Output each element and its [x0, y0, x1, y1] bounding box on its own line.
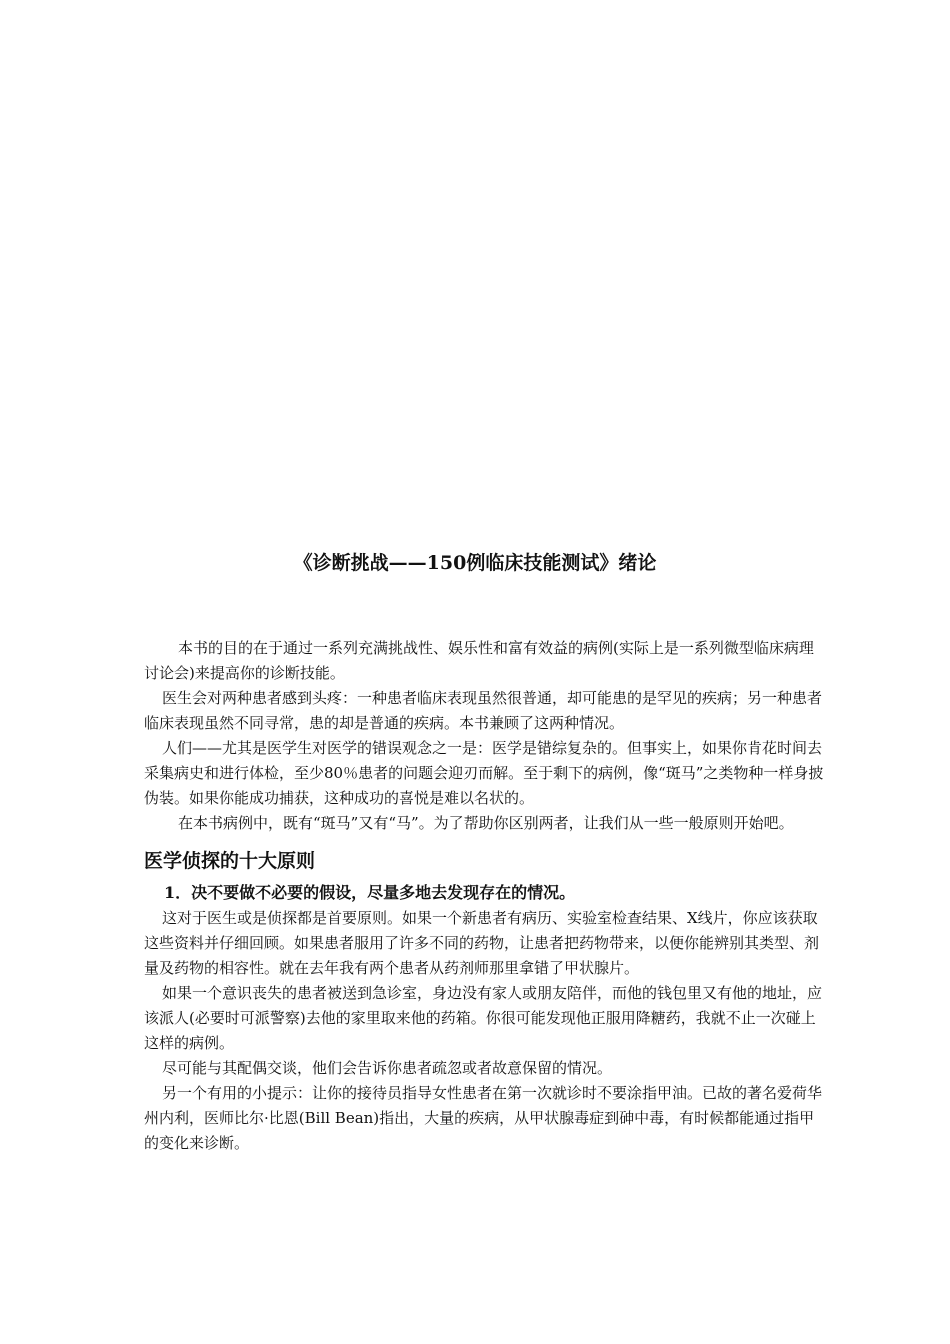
rule-1-paragraph-4: 另一个有用的小提示：让你的接待员指导女性患者在第一次就诊时不要涂指甲油。已故的著名爱荷华州内利，医师比尔·比恩(Bill Bean)指出，大量的疾病，从甲状腺毒症到砷中毒，有时候都能通过指甲的变化来诊断。: [144, 1084, 823, 1152]
document-title: 《诊断挑战——150例临床技能测试》绪论: [293, 552, 657, 574]
section-heading: 医学侦探的十大原则: [144, 850, 316, 872]
intro-paragraph-1: 本书的目的在于通过一系列充满挑战性、娱乐性和富有效益的病例(实际上是一系列微型临床病理讨论会)来提高你的诊断技能。: [144, 639, 814, 682]
intro-paragraph-3: 人们——尤其是医学生对医学的错误观念之一是：医学是错综复杂的。但事实上，如果你肯花时间去采集病史和进行体检，至少80％患者的问题会迎刃而解。至于剩下的病例，像“斑马”之类物种一样身披伪装。如果你能成功捕获，这种成功的喜悦是难以名状的。: [144, 739, 824, 807]
rule-1-heading: 1．决不要做不必要的假设，尽量多地去发现存在的情况。: [164, 883, 576, 902]
rule-1-paragraph-3: 尽可能与其配偶交谈，他们会告诉你患者疏忽或者故意保留的情况。: [162, 1059, 613, 1077]
document-body: [144, 636, 824, 1156]
intro-paragraph-4: 在本书病例中，既有“斑马”又有“马”。为了帮助你区别两者，让我们从一些一般原则开始吧。: [178, 814, 794, 832]
rule-1-paragraph-2: 如果一个意识丧失的患者被送到急诊室，身边没有家人或朋友陪伴，而他的钱包里又有他的地址，应该派人(必要时可派警察)去他的家里取来他的药箱。你很可能发现他正服用降糖药，我就不止一次碰上这样的病例。: [144, 984, 823, 1052]
intro-paragraph-2: 医生会对两种患者感到头疼：一种患者临床表现虽然很普通，却可能患的是罕见的疾病；另一种患者临床表现虽然不同寻常，患的却是普通的疾病。本书兼顾了这两种情况。: [144, 689, 823, 732]
rule-1-paragraph-1: 这对于医生或是侦探都是首要原则。如果一个新患者有病历、实验室检查结果、X线片，你应该获取这些资料并仔细回顾。如果患者服用了许多不同的药物，让患者把药物带来，以便你能辨别其类型、剂量及药物的相容性。就在去年我有两个患者从药剂师那里拿错了甲状腺片。: [144, 909, 820, 977]
